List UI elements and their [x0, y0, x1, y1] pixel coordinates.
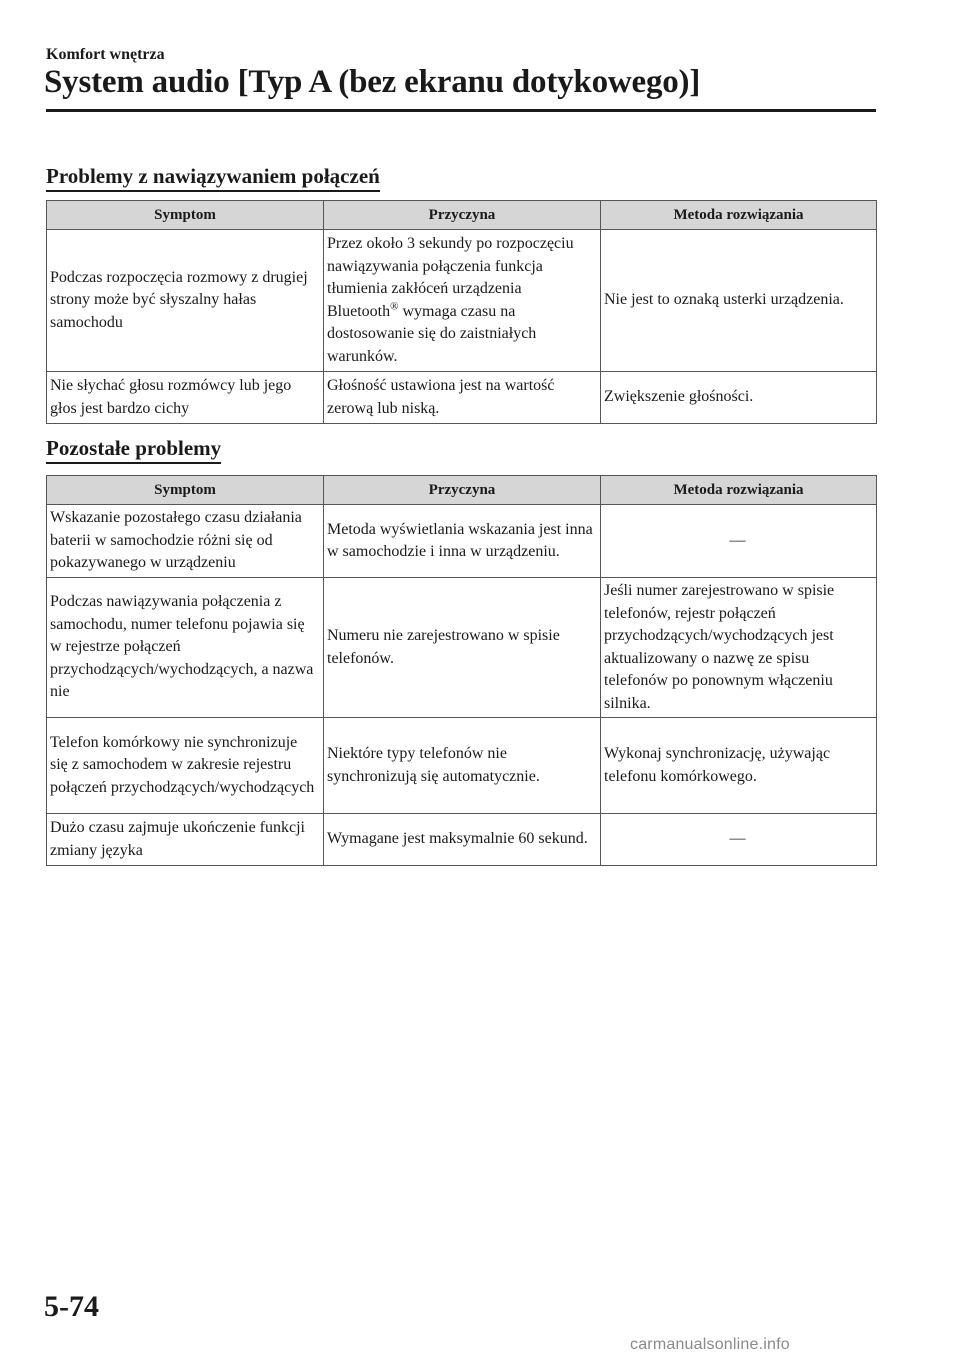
section-heading-connection: Problemy z nawiązywaniem połączeń	[46, 164, 380, 192]
page-number: 5-74	[44, 1290, 99, 1323]
symptom-cell: Telefon komórkowy nie synchronizuje się z samochodem w zakresie rejestru połączeń przychodzących/wychodzących	[47, 718, 324, 814]
symptom-cell: Podczas nawiązywania połączenia z samochodu, numer telefonu pojawia się w rejestrze połączeń przychodzących/wychodzących, a nazwa nie	[47, 578, 324, 718]
remedy-cell: Zwiększenie głośności.	[601, 372, 877, 424]
remedy-cell: Wykonaj synchronizację, używając telefonu komórkowego.	[601, 718, 877, 814]
chapter-label: Komfort wnętrza	[46, 46, 165, 63]
symptom-cell: Wskazanie pozostałego czasu działania baterii w samochodzie różni się od pokazywanego w urządzeniu	[47, 505, 324, 578]
table-row	[47, 230, 877, 372]
symptom-cell: Nie słychać głosu rozmówcy lub jego głos jest bardzo cichy	[47, 372, 324, 424]
remedy-cell: —	[601, 505, 877, 578]
cause-cell: Niektóre typy telefonów nie synchronizują się automatycznie.	[324, 718, 601, 814]
table-row	[47, 814, 877, 866]
symptom-cell: Podczas rozpoczęcia rozmowy z drugiej strony może być słyszalny hałas samochodu	[47, 230, 324, 372]
connection-problems-table	[46, 200, 877, 424]
table-header-row	[47, 201, 877, 230]
cause-cell: Metoda wyświetlania wskazania jest inna w samochodzie i inna w urządzeniu.	[324, 505, 601, 578]
column-header-symptom: Symptom	[47, 476, 324, 505]
table-row	[47, 578, 877, 718]
symptom-cell: Dużo czasu zajmuje ukończenie funkcji zmiany języka	[47, 814, 324, 866]
column-header-cause: Przyczyna	[324, 201, 601, 230]
cause-cell: Numeru nie zarejestrowano w spisie telefonów.	[324, 578, 601, 718]
page-title: System audio [Typ A (bez ekranu dotykowego)]	[44, 64, 701, 100]
section-heading-other: Pozostałe problemy	[46, 436, 221, 464]
table-row	[47, 505, 877, 578]
table-row	[47, 718, 877, 814]
watermark-link[interactable]: carmanualsonline.info	[630, 1336, 790, 1353]
column-header-cause: Przyczyna	[324, 476, 601, 505]
table-row	[47, 372, 877, 424]
column-header-remedy: Metoda rozwiązania	[601, 476, 877, 505]
column-header-remedy: Metoda rozwiązania	[601, 201, 877, 230]
column-header-symptom: Symptom	[47, 201, 324, 230]
table-header-row	[47, 476, 877, 505]
remedy-cell: Jeśli numer zarejestrowano w spisie telefonów, rejestr połączeń przychodzących/wychodzących jest aktualizowany o nazwę ze spisu telefonów po ponownym włączeniu silnika.	[601, 578, 877, 718]
other-problems-table	[46, 475, 877, 866]
remedy-cell: Nie jest to oznaką usterki urządzenia.	[601, 230, 877, 372]
registered-mark: ®	[390, 300, 399, 313]
remedy-cell: —	[601, 814, 877, 866]
cause-cell: Przez około 3 sekundy po rozpoczęciu nawiązywania połączenia funkcja tłumienia zakłóceń urządzenia Bluetooth® wymaga czasu na dostosowanie się do zaistniałych warunków.	[324, 230, 601, 372]
cause-cell: Głośność ustawiona jest na wartość zerową lub niską.	[324, 372, 601, 424]
cause-cell: Wymagane jest maksymalnie 60 sekund.	[324, 814, 601, 866]
title-divider	[46, 109, 876, 112]
